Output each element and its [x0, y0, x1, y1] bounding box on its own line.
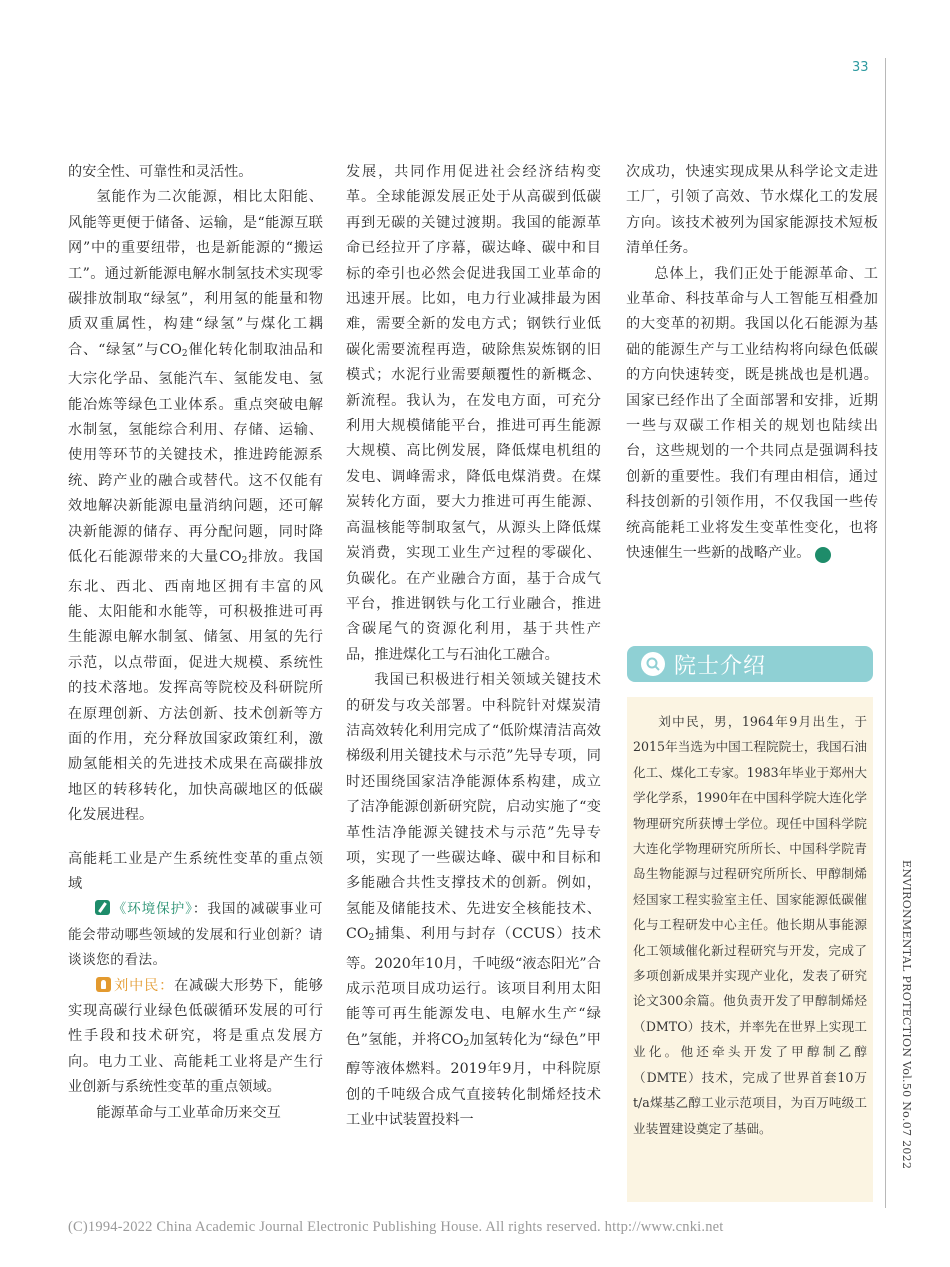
section-heading: 高能耗工业是产生系统性变革的重点领域 — [68, 850, 323, 892]
paragraph: 发展，共同作用促进社会经济结构变革。全球能源发展正处于从高碳到低碳再到无碳的关键过渡期。我国的能源革命已经拉开了序幕，碳达峰、碳中和目标的牵引也必然会促进我国工业革命的迅速开展。比如，电力行业减排最为困难，需要全新的发电方式；钢铁行业低碳化需要流程再造，破除焦炭炼钢的旧模式；水泥行业需要颠覆性的新概念、新流程。我认为，在发电方面，可充分利用大规模储能平台，推进可再生能源大规模、高比例发展，降低煤电机组的发电、调峰需求，降低电煤消费。在煤炭转化方面，要大力推进可再生能源、高温核能等制取氢气，从源头上降低煤炭消费，实现工业生产过程的零碳化、负碳化。在产业融合方面，基于合成气平台，推进钢铁与化工行业融合，推进含碳尾气的资源化利用，基于共性产品，推进煤化工与石油化工融合。 — [346, 164, 601, 663]
paragraph-hydrogen: 氢能作为二次能源，相比太阳能、风能等更便于储备、运输，是“能源互联网”中的重要纽带，也是新能源的“搬运工”。通过新能源电解水制氢技术实现零碳排放制取“绿氢”，利用氢的能量和物质双重属性，构建“绿氢”与煤化工耦合、“绿氢”与$CO_2$催化转化制取油品和大宗化学品、氢能汽车、氢能发电、氢能冶炼等绿色工业体系。重点突破电解水制氢，氢能综合利用、存储、运输、使用等环节的关键技术，推进跨能源系统、跨产业的融合或替代。这不仅能有效地解决新能源电量消纳问题，还可解决新能源的储存、再分配问题，同时降低化石能源带来的大量$CO_2$排放。我国东北、西北、西南地区拥有丰富的风能、太阳能和水能等，可积极推进可再生能源电解水制氢、储氢、用氢的先行示范，以点带面，促进大规模、系统性的技术落地。发挥高等院校及科研院所在原理创新、方法创新、技术创新等方面的作用，充分释放国家政策红利，激励氢能相关的先进技术成果在高碳排放地区的转移转化，加快高碳地区的低碳化发展进程。 — [68, 189, 323, 824]
intro-title: 院士介绍 — [674, 654, 767, 679]
column-1 — [68, 160, 323, 1126]
paragraph: 能源革命与工业革命历来交互 — [96, 1104, 281, 1121]
academician-intro-box — [627, 697, 873, 1202]
column-3 — [626, 160, 878, 567]
paragraph-cas: 我国已积极进行相关领域关键技术的研发与攻关部署。中科院针对煤炭清洁高效转化利用完成了“低阶煤清洁高效梯级利用关键技术与示范”先导专项，同时还围绕国家洁净能源体系构建，成立了洁净能源创新研究院，启动实施了“变革性洁净能源关键技术与示范”先导专项，实现了一些碳达峰、碳中和目标和多能融合共性支撑技术的创新。例如，氢能及储能技术、先进安全核能技术、$CO_2$捕集、利用与封存（CCUS）技术等。2020年10月，千吨级“液态阳光”合成示范项目成功运行。该项目利用太阳能等可再生能源发电、电解水生产“绿色”氢能，并将$CO_2$加氢转化为“绿色”甲醇等液体燃料。2019年9月，中科院原创的千吨级合成气直接转化制烯烃技术工业中试装置投料一 — [346, 672, 601, 1129]
person-icon — [96, 977, 111, 992]
pen-icon — [95, 900, 110, 915]
interview-question: 《环境保护》：我国的减碳事业可能会带动哪些领域的发展和行业创新？请谈谈您的看法。 — [68, 901, 324, 969]
academician-intro-header — [627, 646, 873, 682]
search-icon — [641, 652, 665, 676]
column-2 — [346, 160, 601, 1133]
vertical-rule — [885, 58, 886, 1208]
paragraph: 次成功，快速实现成果从科学论文走进工厂，引领了高效、节水煤化工的发展方向。该技术被列为国家能源技术短板清单任务。 — [626, 164, 878, 257]
journal-vertical-label: ENVIRONMENTAL PROTECTION Vol.50 No.07 2022 — [900, 860, 913, 1170]
end-mark-icon: HB — [815, 547, 831, 563]
intro-text: 刘中民，男，1964年9月出生，于2015年当选为中国工程院院士，我国石油化工、煤化工专家。1983年毕业于郑州大学化学系，1990年在中国科学院大连化学物理研究所获博士学位。现任中国科学院大连化学物理研究所所长、中国科学院青岛生物能源与过程研究所所长、甲醇制烯烃国家工程实验室主任、国家能源低碳催化与工程研发中心主任。他长期从事能源化工领域催化新过程研究与开发，完成了多项创新成果并实现产业化，发表了研究论文300余篇。他负责开发了甲醇制烯烃（DMTO）技术，并率先在世界上实现工业化。他还牵头开发了甲醇制乙醇（DMTE）技术，完成了世界首套10万t/a煤基乙醇工业示范项目，为百万吨级工业装置建设奠定了基础。 — [633, 714, 867, 1136]
interview-answer: 刘中民：在减碳大形势下，能够实现高碳行业绿色低碳循环发展的可行性手段和技术研究，将是重点发展方向。电力工业、高能耗工业将是产生行业创新与系统性变革的重点领域。 — [68, 977, 323, 1096]
paragraph: 的安全性、可靠性和灵活性。 — [68, 164, 253, 180]
copyright-footer: (C)1994-2022 China Academic Journal Electronic Publishing House. All rights reserved. http://www.cnki.net — [68, 1219, 724, 1235]
paragraph-conclusion: 总体上，我们正处于能源革命、工业革命、科技革命与人工智能互相叠加的大变革的初期。我国以化石能源为基础的能源生产与工业结构将向绿色低碳的方向快速转变，既是挑战也是机遇。国家已经作出了全面部署和安排，近期一些与双碳工作相关的规划也陆续出台，这些规划的一个共同点是强调科技创新的重要性。我们有理由相信，通过科技创新的引领作用，不仅我国一些传统高能耗工业将发生变革性变化，也将快速催生一些新的战略产业。 HB — [626, 265, 878, 562]
page-number: 33 — [852, 60, 869, 75]
speaker-name: 刘中民： — [113, 977, 175, 994]
magazine-name: 《环境保护》 — [112, 901, 193, 918]
